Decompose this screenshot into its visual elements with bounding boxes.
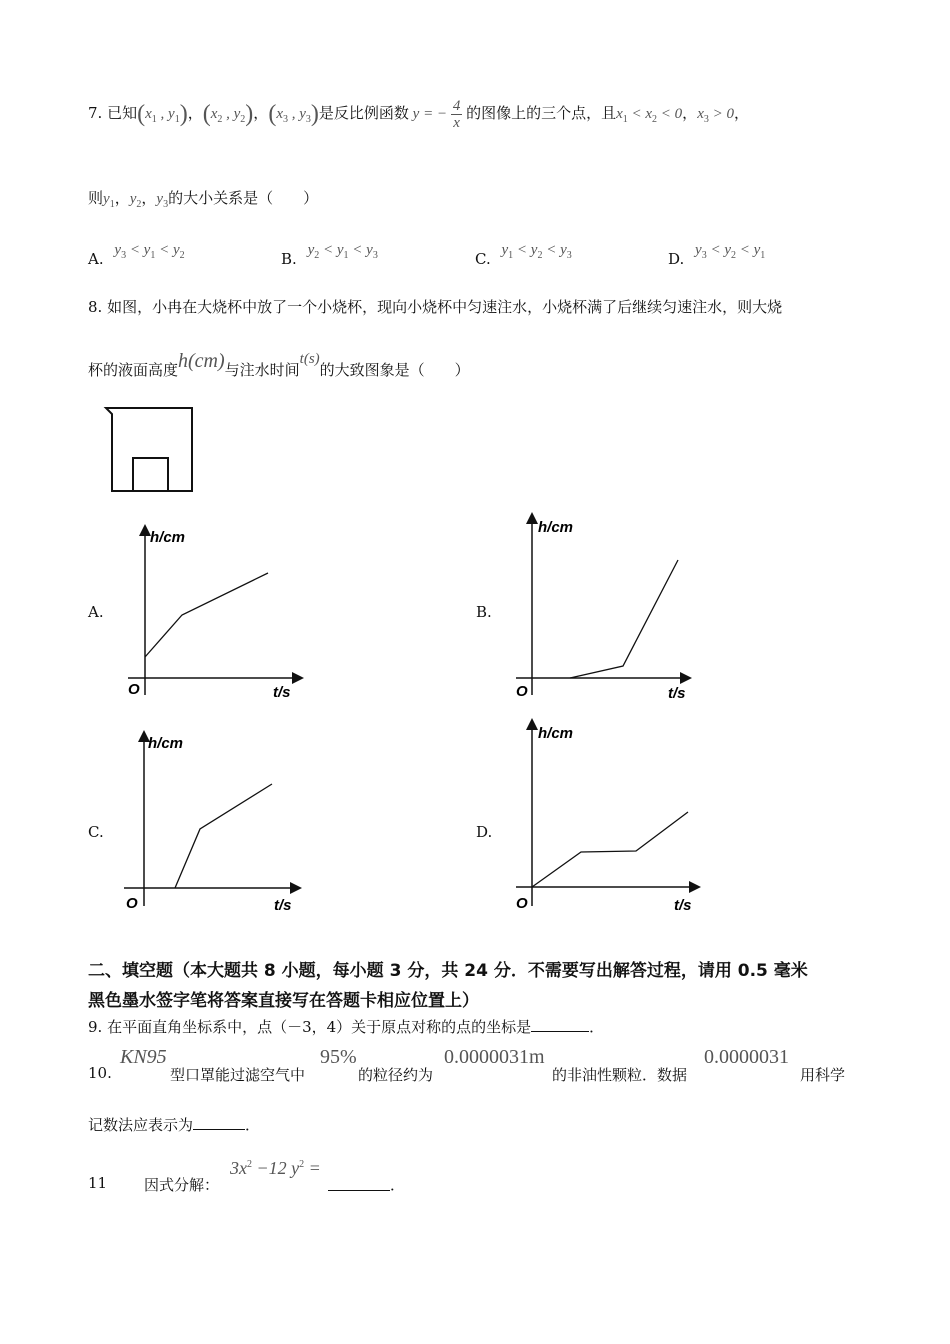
y-axis-label: h/cm	[148, 735, 184, 752]
q7-function: y = − $\frac{4}{x}$	[408, 98, 461, 131]
q7-option-d	[668, 240, 765, 268]
q11-expression: $3x^2 -12$ $y^2$ =	[230, 1158, 321, 1178]
q7-option-b	[281, 240, 378, 268]
q7-point2: ($x_2$ , $y_2$)	[202, 100, 254, 127]
q7-question: 的大小关系是（ ）	[168, 189, 319, 207]
q7-point3: ($x_3$ , $y_3$)	[268, 100, 319, 127]
graph-line	[570, 560, 678, 678]
q8-text-c: 的大致图象是（ ）	[319, 361, 470, 379]
origin-label: O	[128, 681, 140, 698]
separator: ，	[253, 103, 269, 122]
q9-end: ．	[589, 1018, 605, 1036]
option-label: A.	[88, 250, 104, 268]
small-beaker	[133, 458, 168, 491]
q7-text1: 是反比例函数	[318, 103, 409, 122]
separator: ，	[682, 103, 698, 122]
fraction-numerator: 4	[452, 98, 461, 114]
graph-c	[118, 728, 308, 920]
graph-line	[175, 784, 272, 888]
q9	[88, 1016, 604, 1037]
q8-line2	[88, 350, 470, 380]
graph-line	[532, 812, 688, 887]
q10-number: 10.	[88, 1064, 112, 1082]
option-expression: $y_3 < y_1 < y_2$	[114, 242, 185, 261]
q10-text5: 记数法应表示为	[88, 1116, 194, 1134]
section2-heading-line2: 黑色墨水签字笔将答案直接写在答题卡相应位置上）	[88, 991, 479, 1011]
option-expression: $y_1 < y_2 < y_3$	[501, 242, 572, 261]
graph-b	[510, 510, 700, 710]
separator: ，	[733, 103, 749, 122]
answer-blank[interactable]	[193, 1129, 245, 1130]
q7-y2: $y_2$	[129, 191, 142, 210]
graph-a-label: A.	[88, 603, 104, 621]
graph-line	[145, 573, 268, 657]
q7-number: 7. 已知	[88, 103, 138, 122]
x-axis-label: t/s	[273, 684, 291, 701]
option-expression: $y_3 < y_2 < y_1$	[695, 242, 766, 261]
option-label: C.	[475, 250, 491, 268]
q7-y-list: $y_1$	[103, 191, 115, 210]
option-label: B.	[281, 250, 297, 268]
graph-c-label: C.	[88, 823, 104, 841]
x-axis-label: t/s	[274, 897, 292, 914]
q7-then: 则	[88, 189, 104, 207]
graph-d	[510, 716, 705, 920]
q8-text-b: 与注水时间	[224, 361, 300, 379]
q7-line2	[88, 187, 318, 210]
q7-option-a	[88, 240, 185, 268]
answer-blank[interactable]	[328, 1172, 390, 1191]
q7-option-c	[475, 240, 572, 268]
q10-percent: 95%	[320, 1046, 357, 1068]
y-axis-label: h/cm	[538, 519, 574, 536]
q8-text-a: 杯的液面高度	[88, 361, 179, 379]
separator: ，	[187, 103, 203, 122]
option-label: D.	[668, 250, 685, 268]
separator: ，	[114, 189, 130, 207]
y-axis-label: h/cm	[150, 529, 186, 546]
x-axis-label: t/s	[674, 897, 692, 914]
q7-point1: ($x_1$ , $y_1$)	[137, 100, 188, 127]
q8-h-unit: h(cm)	[178, 350, 225, 372]
origin-label: O	[126, 895, 138, 912]
q10-value1: 0.0000031m	[444, 1046, 545, 1068]
q11-text: 因式分解：	[144, 1176, 220, 1194]
q7-condition2: $x_3 > 0$	[697, 105, 734, 125]
q7-text2: 的图像上的三个点，且	[466, 103, 617, 122]
q10-text2: 的粒径约为	[358, 1066, 434, 1084]
q10-end: ．	[245, 1116, 261, 1134]
q8-t-unit: t(s)	[299, 351, 320, 367]
graph-b-label: B.	[476, 603, 492, 621]
large-beaker	[106, 408, 192, 491]
q7-y3: $y_3$	[156, 191, 169, 210]
origin-label: O	[516, 683, 528, 700]
x-axis-label: t/s	[668, 685, 686, 702]
option-expression: $y_2 < y_1 < y_3$	[307, 242, 378, 261]
q11-number: 11	[88, 1174, 108, 1192]
q8-line1: 8. 如图，小冉在大烧杯中放了一个小烧杯，现向小烧杯中匀速注水，小烧杯满了后继续匀速注水，则大烧	[88, 298, 783, 316]
q7-line1	[88, 98, 749, 131]
q10-line2	[88, 1114, 260, 1135]
y-axis-label: h/cm	[538, 725, 574, 742]
q7-condition1: $x_1 < x_2 < 0$	[616, 105, 683, 125]
graph-d-label: D.	[476, 823, 493, 841]
fraction-denominator: x	[453, 115, 460, 131]
separator: ，	[141, 189, 157, 207]
section2-heading-line1: 二、填空题（本大题共 8 小题，每小题 3 分，共 24 分．不需要写出解答过程，请用 0.5 毫米	[88, 961, 808, 981]
q10-text3: 的非油性颗粒．数据	[552, 1066, 688, 1084]
q10-kn95: KN95	[120, 1046, 167, 1068]
beaker-figure	[100, 400, 200, 500]
q9-text: 9. 在平面直角坐标系中，点（－3，4）关于原点对称的点的坐标是	[88, 1018, 532, 1036]
graph-a	[120, 520, 310, 710]
origin-label: O	[516, 895, 528, 912]
q10-text4: 用科学	[800, 1066, 846, 1084]
q11-end: ．	[390, 1176, 406, 1194]
q10-value2: 0.0000031	[704, 1046, 789, 1068]
q10-text1: 型口罩能过滤空气中	[170, 1066, 306, 1084]
answer-blank[interactable]	[531, 1031, 589, 1032]
